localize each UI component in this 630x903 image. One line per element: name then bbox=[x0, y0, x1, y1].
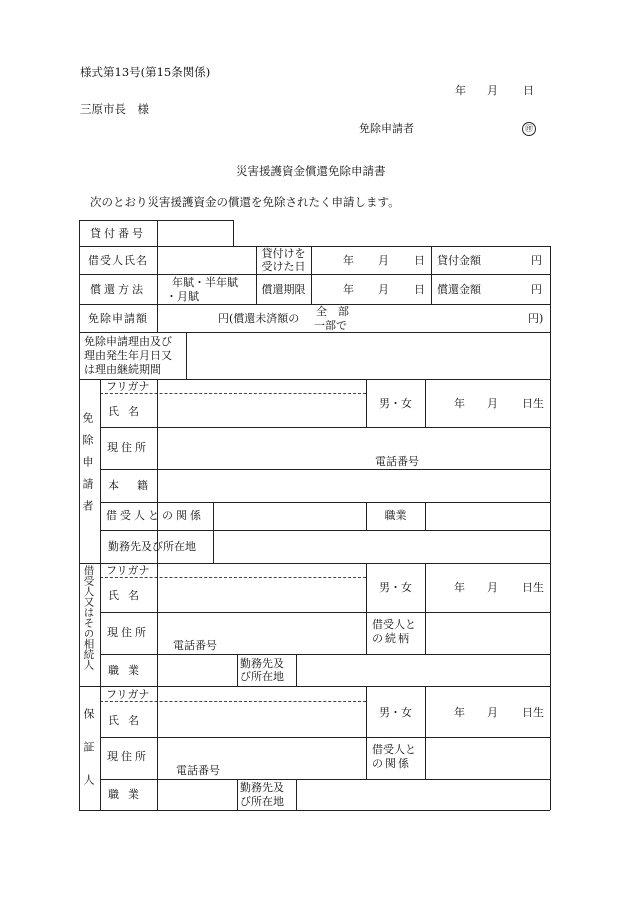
guarantor-occupation-field[interactable] bbox=[159, 781, 236, 809]
exempt-amount-label: 免除申請額 bbox=[88, 312, 148, 325]
applicant-phone-label: 電話番号 bbox=[375, 455, 419, 468]
applicant-name-label: 氏名 bbox=[108, 405, 148, 418]
date-year: 年 bbox=[455, 84, 466, 97]
heir-gender[interactable]: 男・女 bbox=[379, 581, 412, 594]
addressee: 三原市長 様 bbox=[80, 102, 149, 116]
applicant-address-label: 現住所 bbox=[107, 441, 149, 454]
guarantor-furigana-field[interactable] bbox=[159, 688, 365, 700]
guarantor-phone-label: 電話番号 bbox=[176, 764, 220, 777]
applicant-birth-month: 月 bbox=[487, 397, 498, 410]
date-day: 日 bbox=[523, 84, 534, 97]
exempt-part-option[interactable]: 一部で bbox=[314, 319, 347, 332]
exempt-all-option[interactable]: 全 部 bbox=[316, 305, 349, 318]
applicant-address-field[interactable] bbox=[159, 429, 549, 468]
heir-workplace-label-1: 勤務先及 bbox=[240, 657, 284, 670]
heir-phone-label: 電話番号 bbox=[173, 639, 217, 652]
heir-workplace-label-2: び所在地 bbox=[240, 670, 284, 683]
guarantor-name-label: 氏名 bbox=[108, 714, 148, 727]
heir-birth-month: 月 bbox=[487, 581, 498, 594]
loan-date-label-1: 貸付けを bbox=[261, 247, 306, 260]
loan-number-field[interactable] bbox=[158, 222, 232, 245]
intro-text: 次のとおり災害援護資金の償還を免除されたく申請します。 bbox=[90, 195, 400, 209]
guarantor-workplace-field[interactable] bbox=[297, 781, 549, 809]
guarantor-occupation-label: 職業 bbox=[108, 788, 148, 801]
seal-mark: ㊞ bbox=[522, 122, 536, 136]
applicant-gender[interactable]: 男・女 bbox=[379, 397, 412, 410]
form-title: 災害援護資金償還免除申請書 bbox=[236, 164, 386, 178]
applicant-workplace-field[interactable] bbox=[214, 532, 549, 562]
heir-relation-label-1: 借受人と bbox=[372, 618, 416, 631]
repay-amount-yen: 円 bbox=[531, 283, 542, 296]
guarantor-section-label: 保証人 bbox=[82, 708, 95, 807]
reason-label-line-3: は理由継続期間 bbox=[84, 363, 161, 376]
applicant-workplace-label: 勤務先及び所在地 bbox=[108, 540, 196, 553]
loan-date-label-2: 受けた日 bbox=[261, 260, 306, 273]
heir-address-label: 現住所 bbox=[107, 626, 149, 639]
applicant-label: 免除申請者 bbox=[359, 122, 414, 135]
applicant-name-field[interactable] bbox=[159, 395, 365, 426]
applicant-domicile-label: 本籍 bbox=[108, 479, 166, 492]
date-month: 月 bbox=[487, 84, 498, 97]
heir-name-field[interactable] bbox=[159, 579, 365, 611]
repay-amount-label: 償還金額 bbox=[437, 283, 481, 296]
applicant-occupation-label: 職業 bbox=[384, 509, 407, 522]
loan-date-year: 年 bbox=[343, 254, 354, 267]
loan-amount-label: 貸付金額 bbox=[437, 254, 481, 267]
guarantor-relation-label-2: の関係 bbox=[372, 757, 411, 770]
applicant-domicile-field[interactable] bbox=[159, 471, 549, 501]
guarantor-gender[interactable]: 男・女 bbox=[379, 706, 412, 719]
loan-number-label: 貸付番号 bbox=[90, 227, 146, 240]
borrower-name-field[interactable] bbox=[158, 248, 255, 273]
guarantor-workplace-label-1: 勤務先及 bbox=[240, 781, 284, 794]
heir-section-label: 借受人又はその相続人 bbox=[82, 565, 95, 670]
repay-date-month: 月 bbox=[378, 283, 389, 296]
guarantor-birth-day: 日生 bbox=[522, 706, 544, 719]
heir-relation-field[interactable] bbox=[426, 614, 549, 653]
heir-furigana-field[interactable] bbox=[159, 564, 365, 576]
heir-workplace-field[interactable] bbox=[297, 656, 549, 685]
applicant-occupation-field[interactable] bbox=[426, 504, 549, 529]
repay-method-option-1[interactable]: 年賦・半年賦 bbox=[172, 276, 238, 289]
heir-address-field[interactable] bbox=[159, 614, 365, 653]
guarantor-workplace-label-2: び所在地 bbox=[240, 795, 284, 808]
guarantor-birth-year: 年 bbox=[454, 706, 465, 719]
reason-label-line-2: 理由発生年月日又 bbox=[84, 349, 172, 362]
repay-method-option-2[interactable]: ・月賦 bbox=[166, 290, 199, 303]
heir-occupation-label: 職業 bbox=[108, 664, 148, 677]
heir-furigana-label: フリガナ bbox=[106, 564, 150, 577]
loan-date-month: 月 bbox=[378, 254, 389, 267]
repay-date-day: 日 bbox=[414, 283, 425, 296]
exempt-amount-unit: 円(償還未済額の bbox=[218, 312, 300, 325]
exempt-close: 円) bbox=[528, 312, 544, 325]
applicant-furigana-field[interactable] bbox=[159, 380, 365, 392]
repay-date-year: 年 bbox=[343, 283, 354, 296]
relation-to-borrower-field[interactable] bbox=[214, 504, 365, 529]
applicant-birth-year: 年 bbox=[454, 397, 465, 410]
heir-occupation-field[interactable] bbox=[159, 656, 236, 685]
applicant-birth-day: 日生 bbox=[522, 397, 544, 410]
borrower-name-label: 借受人氏名 bbox=[88, 254, 148, 267]
relation-to-borrower-label: 借受人との関係 bbox=[106, 509, 204, 522]
guarantor-address-label: 現住所 bbox=[107, 750, 149, 763]
guarantor-furigana-label: フリガナ bbox=[106, 688, 150, 701]
heir-relation-label-2: の続柄 bbox=[372, 632, 411, 645]
guarantor-address-field[interactable] bbox=[159, 739, 365, 778]
heir-birth-day: 日生 bbox=[522, 581, 544, 594]
loan-amount-yen: 円 bbox=[531, 254, 542, 267]
applicant-section-label: 免除申請者 bbox=[81, 412, 94, 522]
style-number: 様式第13号(第15条関係) bbox=[80, 65, 211, 79]
heir-birth-year: 年 bbox=[454, 581, 465, 594]
applicant-furigana-label: フリガナ bbox=[106, 380, 150, 393]
reason-field[interactable] bbox=[187, 334, 549, 378]
repay-period-label: 償還期限 bbox=[261, 283, 306, 296]
guarantor-relation-field[interactable] bbox=[426, 739, 549, 778]
guarantor-relation-label-1: 借受人と bbox=[372, 743, 416, 756]
loan-date-day: 日 bbox=[414, 254, 425, 267]
guarantor-name-field[interactable] bbox=[159, 703, 365, 736]
heir-name-label: 氏名 bbox=[108, 589, 148, 602]
repay-method-label: 償還方法 bbox=[90, 283, 146, 296]
reason-label-line-1: 免除申請理由及び bbox=[84, 335, 172, 348]
guarantor-birth-month: 月 bbox=[487, 706, 498, 719]
